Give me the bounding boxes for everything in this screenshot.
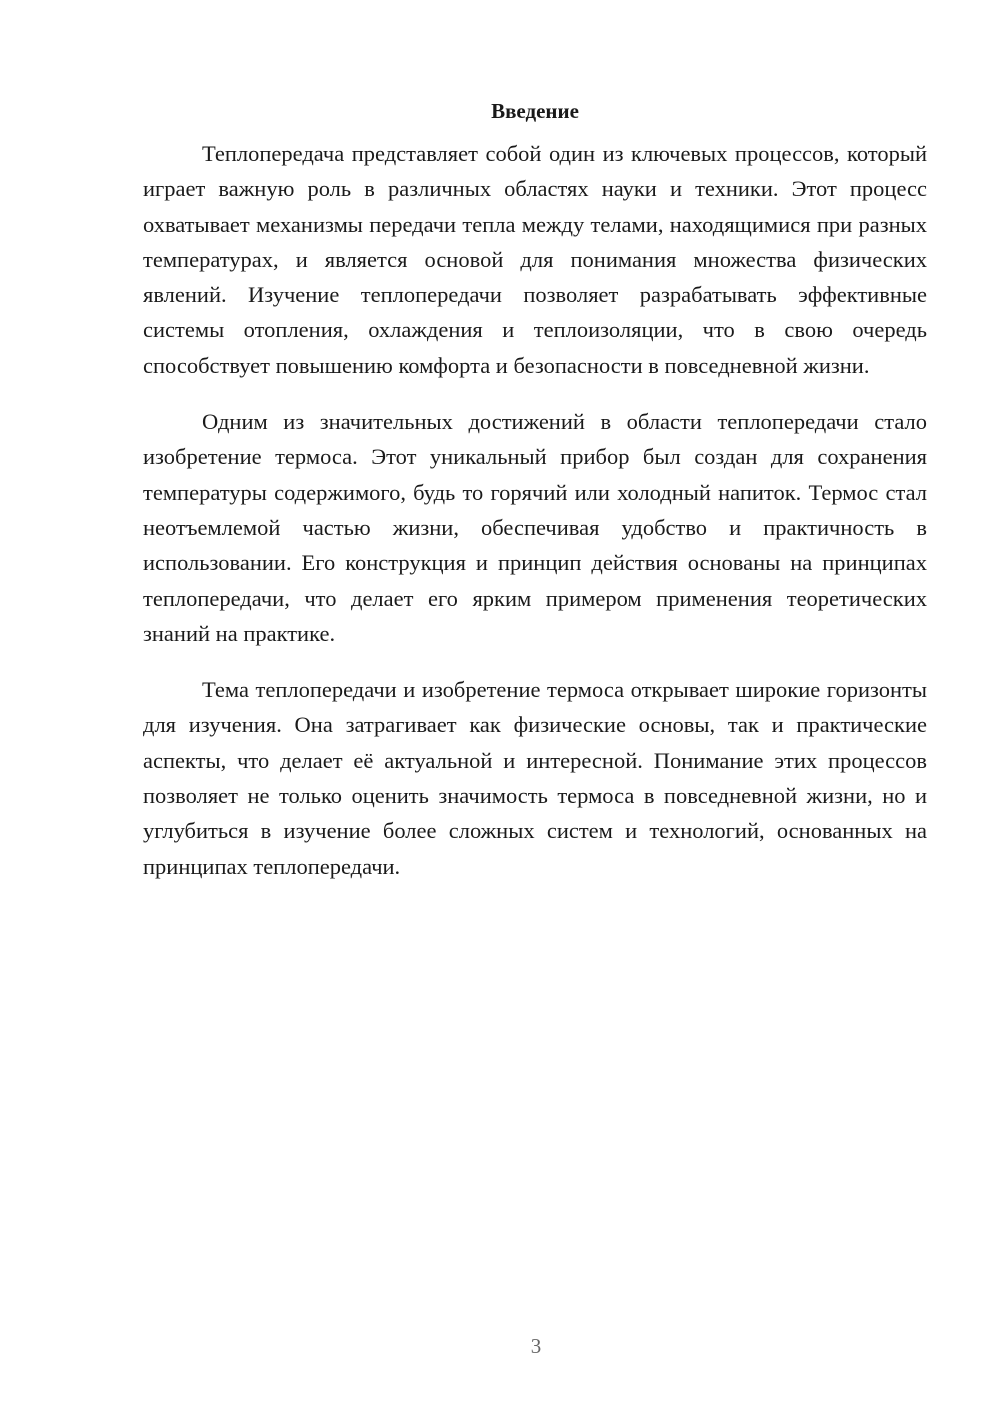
paragraph-2: Одним из значительных достижений в области теплопередачи стало изобретение термоса. Этот уникальный прибор был создан для сохранения температуры содержимого, будь то горячий или холодный напиток. Термос стал неотъемлемой частью жизни, обеспечивая удобство и практичность в использовании. Его конструкция и принцип действия основаны на принципах теплопередачи, что делает его ярким примером применения теоретических знаний на практике. xyxy=(143,409,927,646)
section-heading: Введение xyxy=(491,99,579,123)
page-content xyxy=(143,94,927,905)
page-number: 3 xyxy=(530,1334,542,1358)
paragraph-3: Тема теплопередачи и изобретение термоса открывает широкие горизонты для изучения. Она затрагивает как физические основы, так и практические аспекты, что делает её актуальной и интересной. Понимание этих процессов позволяет не только оценить значимость термоса в повседневной жизни, но и углубиться в изучение более сложных систем и технологий, основанных на принципах теплопередачи. xyxy=(143,677,927,879)
paragraph-1: Теплопередача представляет собой один из ключевых процессов, который играет важную роль в различных областях науки и техники. Этот процесс охватывает механизмы передачи тепла между телами, находящимися при разных температурах, и является основой для понимания множества физических явлений. Изучение теплопередачи позволяет разрабатывать эффективные системы отопления, охлаждения и теплоизоляции, что в свою очередь способствует повышению комфорта и безопасности в повседневной жизни. xyxy=(143,141,927,378)
